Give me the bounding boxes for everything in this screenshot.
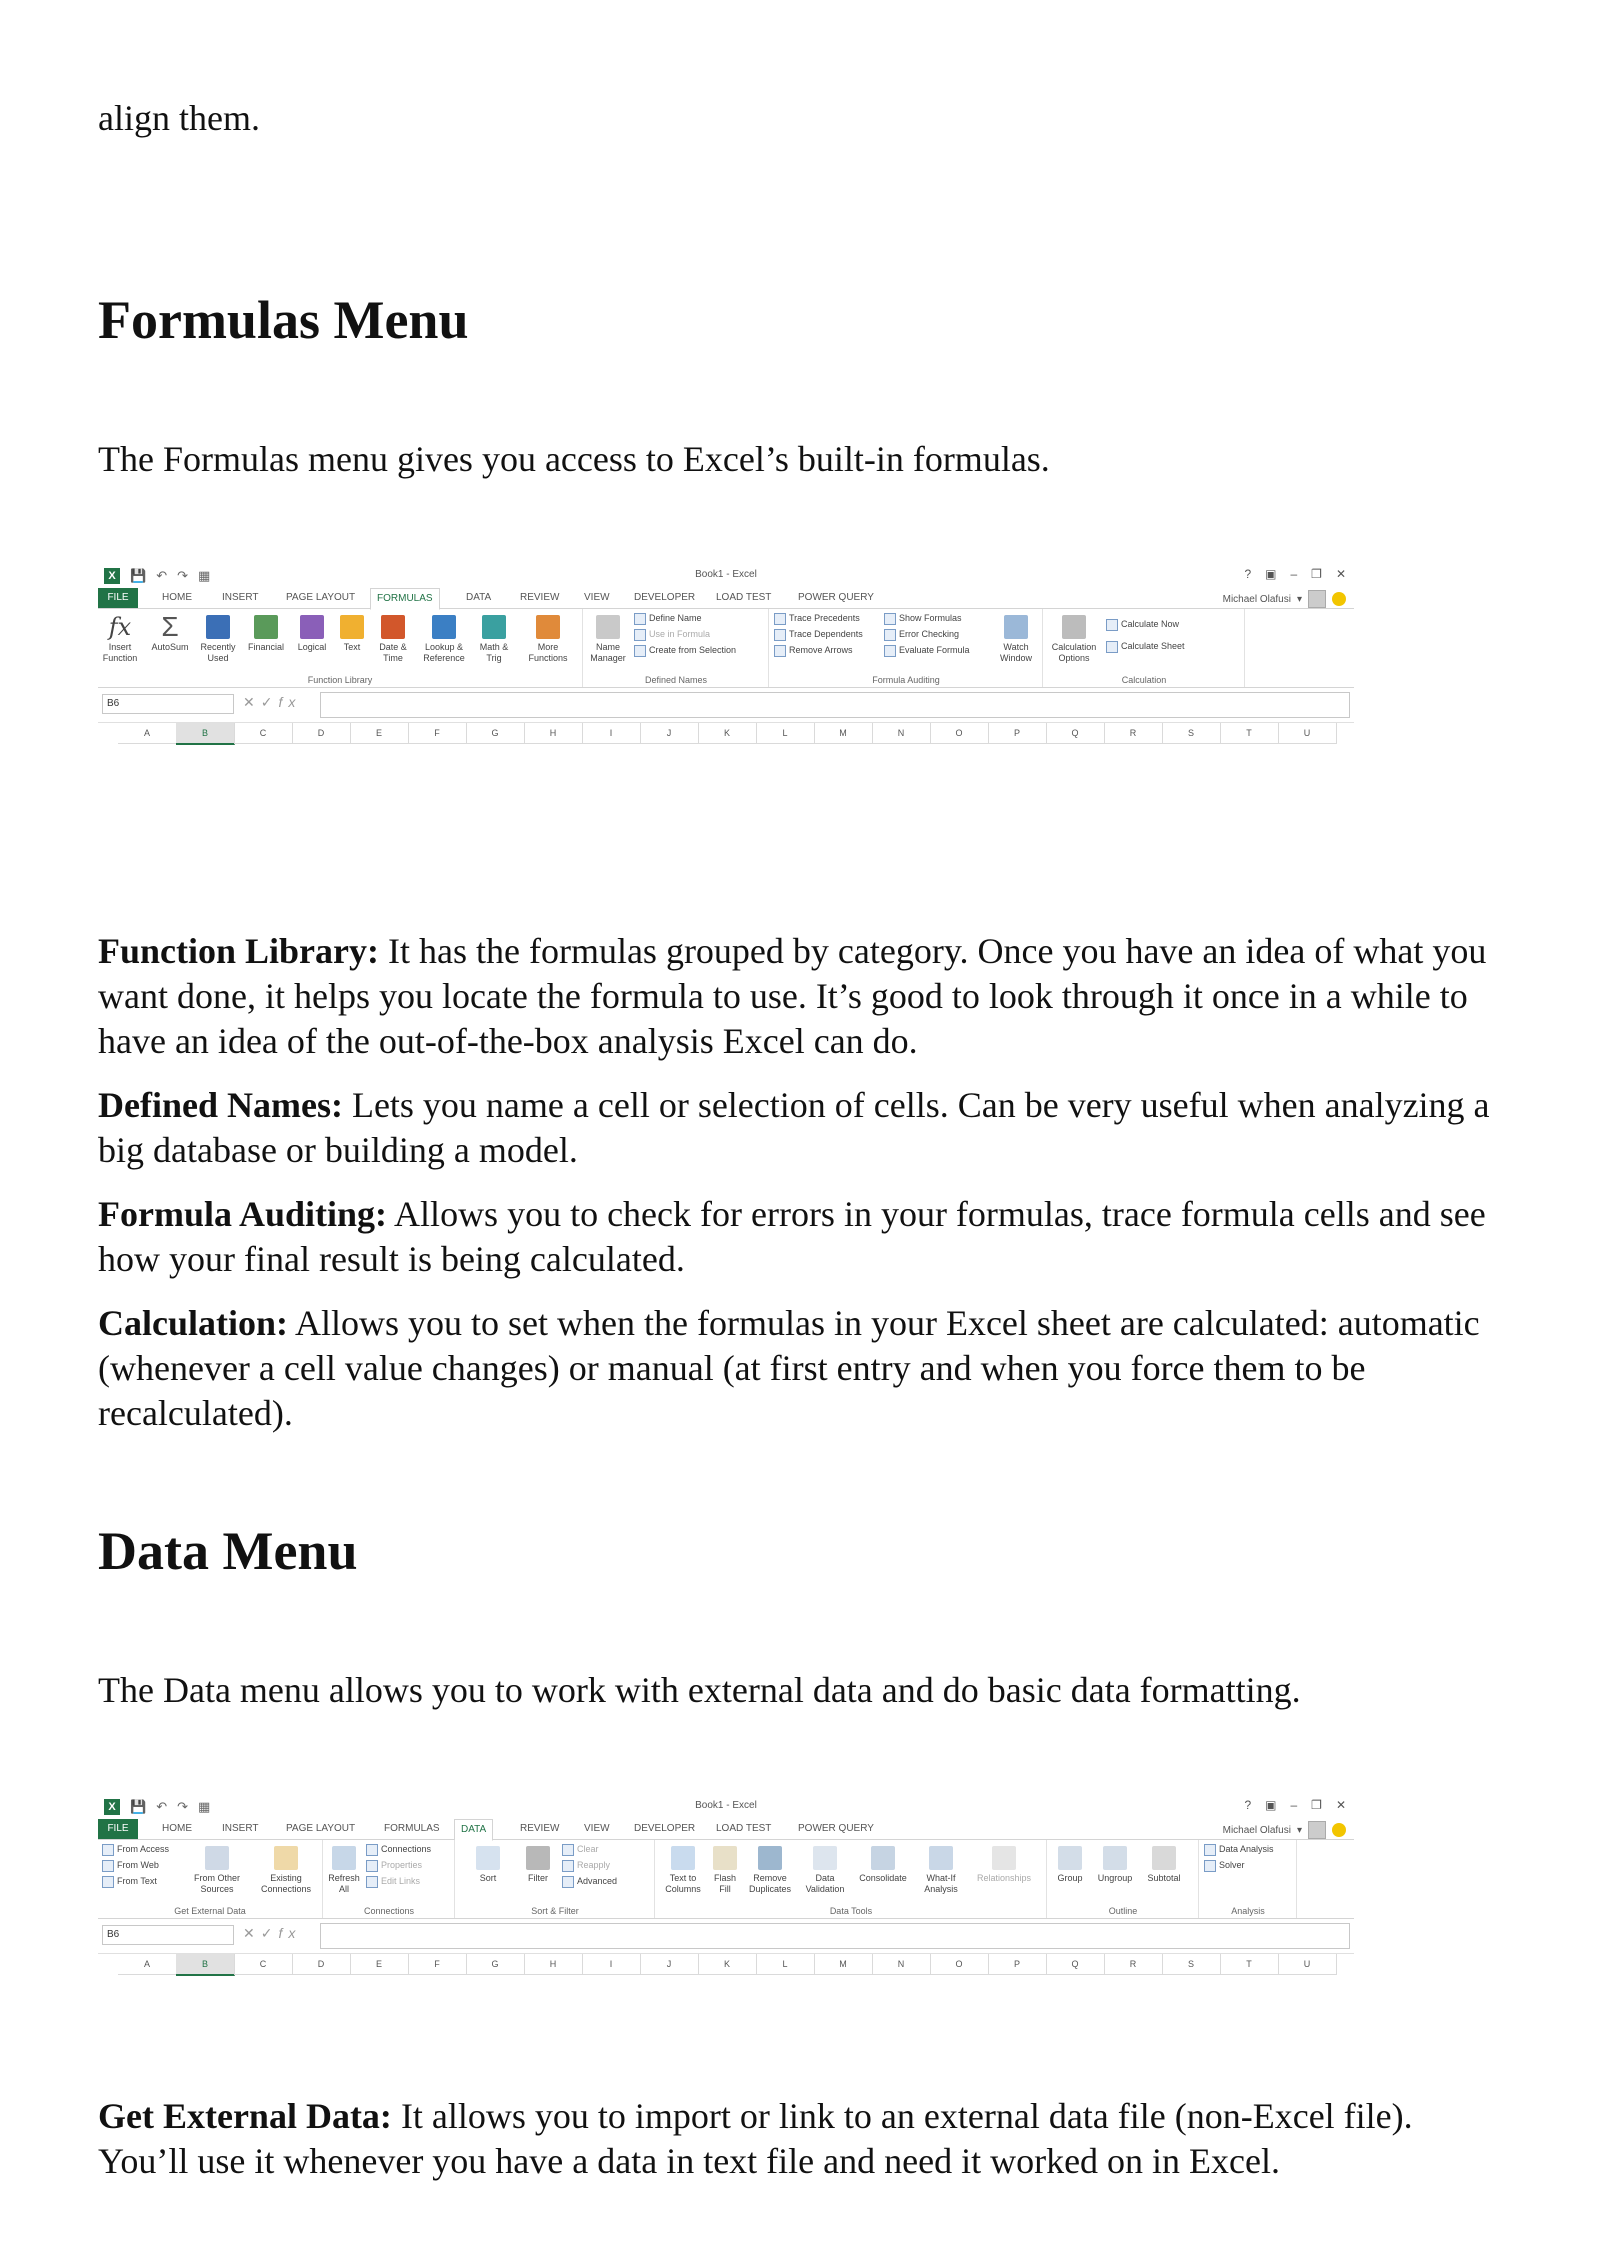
- tab-insert[interactable]: INSERT: [222, 592, 259, 603]
- restore-icon[interactable]: ❐: [1311, 1798, 1322, 1812]
- help-icon[interactable]: ?: [1244, 1798, 1252, 1812]
- recently-used-button[interactable]: Recently Used: [196, 615, 240, 664]
- logical-icon: [300, 615, 324, 639]
- text-icon: [340, 615, 364, 639]
- window-controls: [1244, 567, 1346, 581]
- tab-developer[interactable]: DEVELOPER: [634, 592, 696, 603]
- data-intro: The Data menu allows you to work with external data and do basic data formatting.: [98, 1670, 1301, 1710]
- column-header[interactable]: U: [1278, 1954, 1337, 1975]
- group-icon: [1058, 1846, 1082, 1870]
- column-header[interactable]: M: [814, 1954, 873, 1975]
- column-header-selected[interactable]: B: [176, 723, 235, 745]
- column-header[interactable]: A: [118, 1954, 177, 1975]
- column-header[interactable]: G: [466, 1954, 525, 1975]
- redo-icon[interactable]: ↷: [177, 1799, 188, 1814]
- lookup-reference-button[interactable]: Lookup & Reference: [418, 615, 470, 664]
- sigma-icon: Σ: [161, 611, 179, 642]
- consolidate-icon: [871, 1846, 895, 1870]
- title-bar: [98, 564, 1354, 588]
- remove-duplicates-button[interactable]: Remove Duplicates: [742, 1846, 798, 1895]
- group-connections: [324, 1840, 455, 1918]
- other-sources-icon: [205, 1846, 229, 1870]
- ungroup-icon: [1103, 1846, 1127, 1870]
- what-if-analysis-button[interactable]: What-If Analysis: [916, 1846, 966, 1895]
- sort-button[interactable]: Sort: [460, 1846, 516, 1884]
- column-header[interactable]: I: [582, 1954, 641, 1975]
- column-header[interactable]: C: [234, 723, 293, 744]
- existing-connections-button[interactable]: Existing Connections: [254, 1846, 318, 1895]
- user-name: Michael Olafusi: [1222, 1824, 1291, 1836]
- group-label: Calculation: [1121, 675, 1167, 685]
- user-account[interactable]: [1223, 590, 1346, 608]
- close-icon[interactable]: ✕: [1335, 567, 1346, 581]
- tab-developer[interactable]: DEVELOPER: [634, 1823, 696, 1834]
- define-name-button[interactable]: Define Name: [634, 611, 702, 625]
- consolidate-button[interactable]: Consolidate: [852, 1846, 914, 1884]
- formula-input[interactable]: [320, 692, 1350, 718]
- name-box[interactable]: B6: [102, 694, 234, 714]
- calculator-icon: [1062, 615, 1086, 639]
- tab-power-query[interactable]: POWER QUERY: [798, 592, 874, 603]
- filter-button[interactable]: Filter: [518, 1846, 558, 1884]
- window-controls: [1244, 1798, 1346, 1812]
- calculation-options-button[interactable]: Calculation Options: [1048, 615, 1100, 664]
- fx-icon[interactable]: fx: [278, 694, 302, 710]
- column-header[interactable]: F: [408, 723, 467, 744]
- group-outline: [1048, 1840, 1199, 1918]
- tab-data[interactable]: DATA: [454, 1819, 493, 1841]
- tab-data[interactable]: DATA: [466, 592, 492, 603]
- tab-review[interactable]: REVIEW: [520, 1823, 560, 1834]
- remove-duplicates-icon: [758, 1846, 782, 1870]
- logical-button[interactable]: Logical: [292, 615, 332, 653]
- trace-dependents-button[interactable]: Trace Dependents: [774, 627, 863, 641]
- tab-insert[interactable]: INSERT: [222, 1823, 259, 1834]
- group-data-tools: [656, 1840, 1047, 1918]
- evaluate-formula-button[interactable]: Evaluate Formula: [884, 643, 970, 657]
- more-functions-icon: [536, 615, 560, 639]
- column-headers: [98, 1954, 1354, 1976]
- avatar: [1308, 590, 1326, 608]
- tab-review[interactable]: REVIEW: [520, 592, 560, 603]
- formulas-ribbon: [98, 609, 1354, 688]
- more-functions-button[interactable]: More Functions: [520, 615, 576, 664]
- column-headers: [98, 723, 1354, 745]
- title-bar: [98, 1795, 1354, 1819]
- solver-button[interactable]: Solver: [1204, 1858, 1245, 1872]
- redo-icon[interactable]: ↷: [177, 568, 188, 583]
- section-heading-formulas: Formulas Menu: [98, 290, 469, 350]
- clear-filter-button[interactable]: Clear: [562, 1842, 599, 1856]
- column-header[interactable]: S: [1162, 723, 1221, 744]
- data-analysis-button[interactable]: Data Analysis: [1204, 1842, 1274, 1856]
- column-header[interactable]: F: [408, 1954, 467, 1975]
- insert-function-button[interactable]: fx Insert Function: [102, 613, 138, 663]
- tab-file[interactable]: FILE: [98, 588, 138, 608]
- excel-data-screenshot: [98, 1795, 1354, 1976]
- save-icon[interactable]: 💾: [130, 568, 147, 583]
- column-header[interactable]: Q: [1046, 723, 1105, 744]
- tab-load-test[interactable]: LOAD TEST: [716, 1823, 772, 1834]
- user-name: Michael Olafusi: [1222, 593, 1291, 605]
- subtotal-icon: [1152, 1846, 1176, 1870]
- chevron-down-icon: ▾: [1296, 593, 1302, 605]
- edit-links-button[interactable]: Edit Links: [366, 1874, 420, 1888]
- window-title: Book1 - Excel: [695, 1800, 757, 1811]
- feedback-smiley-icon[interactable]: [1332, 592, 1346, 606]
- text-button[interactable]: Text: [334, 615, 370, 653]
- autosum-button[interactable]: Σ AutoSum: [151, 611, 189, 652]
- restore-icon[interactable]: ❐: [1311, 567, 1322, 581]
- text-to-columns-icon: [671, 1846, 695, 1870]
- column-header[interactable]: Q: [1046, 1954, 1105, 1975]
- column-header[interactable]: G: [466, 723, 525, 744]
- group-calculation: [1044, 609, 1245, 687]
- section-heading-data: Data Menu: [98, 1521, 358, 1581]
- ribbon-tabs: [98, 588, 1354, 609]
- connections-button[interactable]: Connections: [366, 1842, 431, 1856]
- what-if-icon: [929, 1846, 953, 1870]
- name-manager-button[interactable]: Name Manager: [588, 615, 628, 664]
- text-to-columns-button[interactable]: Text to Columns: [658, 1846, 708, 1895]
- refresh-icon: [332, 1846, 356, 1870]
- sort-az-icon: [476, 1846, 500, 1870]
- avatar: [1308, 1821, 1326, 1839]
- definition-calculation: Calculation: Allows you to set when the formulas in your Excel sheet are calculated: automatic (whenever a cell value changes) or manual (at first entry and when you force them to be recalculated).: [98, 1303, 1480, 1433]
- minimize-icon[interactable]: –: [1290, 567, 1298, 581]
- date-time-button[interactable]: Date & Time: [372, 615, 414, 664]
- tab-power-query[interactable]: POWER QUERY: [798, 1823, 874, 1834]
- close-icon[interactable]: ✕: [1335, 1798, 1346, 1812]
- formulas-intro: The Formulas menu gives you access to Excel’s built-in formulas.: [98, 439, 1050, 479]
- data-validation-icon: [813, 1846, 837, 1870]
- excel-formulas-screenshot: [98, 564, 1354, 745]
- funnel-icon: [526, 1846, 550, 1870]
- user-account[interactable]: [1223, 1821, 1346, 1839]
- tab-file[interactable]: FILE: [98, 1819, 138, 1839]
- tab-home[interactable]: HOME: [162, 592, 192, 603]
- from-web-button[interactable]: From Web: [102, 1858, 159, 1872]
- tab-view[interactable]: VIEW: [584, 1823, 610, 1834]
- undo-icon[interactable]: ↶: [156, 568, 168, 583]
- column-header[interactable]: L: [756, 723, 815, 744]
- column-header[interactable]: T: [1220, 1954, 1279, 1975]
- star-icon: [206, 615, 230, 639]
- undo-icon[interactable]: ↶: [156, 1799, 168, 1814]
- column-header[interactable]: D: [292, 1954, 351, 1975]
- refresh-all-button[interactable]: Refresh All: [326, 1846, 362, 1895]
- error-checking-button[interactable]: Error Checking: [884, 627, 959, 641]
- column-header-selected[interactable]: B: [176, 1954, 235, 1976]
- formula-input[interactable]: [320, 1923, 1350, 1949]
- column-header[interactable]: M: [814, 723, 873, 744]
- excel-logo-icon: X: [104, 1799, 120, 1815]
- from-other-sources-button[interactable]: From Other Sources: [186, 1846, 248, 1895]
- name-box[interactable]: B6: [102, 1925, 234, 1945]
- column-header[interactable]: D: [292, 723, 351, 744]
- column-header[interactable]: N: [872, 723, 931, 744]
- financial-button[interactable]: Financial: [244, 615, 288, 653]
- group-label: Outline: [1108, 1906, 1138, 1916]
- ribbon-tabs: [98, 1819, 1354, 1840]
- definition-formula-auditing: Formula Auditing: Allows you to check for errors in your formulas, trace formula cells and see how your final result is being calculated.: [98, 1194, 1486, 1279]
- excel-logo-icon: X: [104, 568, 120, 584]
- relationships-icon: [992, 1846, 1016, 1870]
- column-header[interactable]: N: [872, 1954, 931, 1975]
- fx-icon[interactable]: fx: [278, 1925, 302, 1941]
- save-icon[interactable]: 💾: [130, 1799, 147, 1814]
- column-header[interactable]: R: [1104, 1954, 1163, 1975]
- group-label: Connections: [363, 1906, 415, 1916]
- trace-precedents-button[interactable]: Trace Precedents: [774, 611, 860, 625]
- calculate-now-button[interactable]: Calculate Now: [1106, 617, 1179, 631]
- group-label: Data Tools: [829, 1906, 873, 1916]
- glasses-icon: [1004, 615, 1028, 639]
- financial-icon: [254, 615, 278, 639]
- formula-bar: [98, 688, 1354, 723]
- ribbon-display-icon[interactable]: ▣: [1265, 567, 1277, 581]
- create-from-selection-button[interactable]: Create from Selection: [634, 643, 736, 657]
- column-header[interactable]: U: [1278, 723, 1337, 744]
- definition-get-external-data: Get External Data: It allows you to import or link to an external data file (non-Excel file). You’ll use it whenever you have a data in text file and need it worked on in Excel.: [98, 2096, 1413, 2181]
- formula-bar-controls: ✕✓fx: [243, 694, 302, 710]
- advanced-filter-button[interactable]: Advanced: [562, 1874, 617, 1888]
- group-label: Formula Auditing: [872, 675, 940, 685]
- flash-fill-button[interactable]: Flash Fill: [710, 1846, 740, 1895]
- from-text-button[interactable]: From Text: [102, 1874, 157, 1888]
- calculate-sheet-button[interactable]: Calculate Sheet: [1106, 639, 1185, 653]
- group-defined-names: [584, 609, 769, 687]
- column-header[interactable]: I: [582, 723, 641, 744]
- paragraph-fragment: align them.: [98, 98, 260, 138]
- column-header[interactable]: E: [350, 1954, 409, 1975]
- tab-page-layout[interactable]: PAGE LAYOUT: [286, 592, 356, 603]
- help-icon[interactable]: ?: [1244, 567, 1252, 581]
- column-header[interactable]: P: [988, 1954, 1047, 1975]
- lookup-icon: [432, 615, 456, 639]
- use-in-formula-button[interactable]: Use in Formula: [634, 627, 710, 641]
- flash-fill-icon: [713, 1846, 737, 1870]
- column-header[interactable]: C: [234, 1954, 293, 1975]
- subtotal-button[interactable]: Subtotal: [1140, 1846, 1188, 1884]
- chevron-down-icon: ▾: [1296, 1824, 1302, 1836]
- formula-bar-controls: ✕✓fx: [243, 1925, 302, 1941]
- from-access-button[interactable]: From Access: [102, 1842, 169, 1856]
- connections-icon: [274, 1846, 298, 1870]
- math-icon: [482, 615, 506, 639]
- ribbon-display-icon[interactable]: ▣: [1265, 1798, 1277, 1812]
- column-header[interactable]: J: [640, 723, 699, 744]
- reapply-button[interactable]: Reapply: [562, 1858, 610, 1872]
- column-header[interactable]: E: [350, 723, 409, 744]
- group-label: Function Library: [307, 675, 373, 685]
- customize-qat-icon[interactable]: ▦: [198, 568, 211, 583]
- tab-page-layout[interactable]: PAGE LAYOUT: [286, 1823, 356, 1834]
- properties-button[interactable]: Properties: [366, 1858, 422, 1872]
- show-formulas-button[interactable]: Show Formulas: [884, 611, 962, 625]
- column-header[interactable]: J: [640, 1954, 699, 1975]
- data-validation-button[interactable]: Data Validation: [800, 1846, 850, 1895]
- tab-home[interactable]: HOME: [162, 1823, 192, 1834]
- minimize-icon[interactable]: –: [1290, 1798, 1298, 1812]
- tab-view[interactable]: VIEW: [584, 592, 610, 603]
- column-header[interactable]: A: [118, 723, 177, 744]
- ungroup-button[interactable]: Ungroup: [1092, 1846, 1138, 1884]
- column-header[interactable]: T: [1220, 723, 1279, 744]
- group-label: Get External Data: [174, 1906, 246, 1916]
- column-header[interactable]: H: [524, 723, 583, 744]
- fx-icon: fx: [108, 613, 132, 641]
- group-button[interactable]: Group: [1050, 1846, 1090, 1884]
- window-title: Book1 - Excel: [695, 569, 757, 580]
- column-header[interactable]: K: [698, 723, 757, 744]
- group-function-library: [98, 609, 583, 687]
- math-trig-button[interactable]: Math & Trig: [472, 615, 516, 664]
- relationships-button[interactable]: Relationships: [968, 1846, 1040, 1884]
- group-analysis: [1200, 1840, 1297, 1918]
- group-label: Defined Names: [644, 675, 708, 685]
- data-ribbon: [98, 1840, 1354, 1919]
- group-get-external-data: [98, 1840, 323, 1918]
- customize-qat-icon[interactable]: ▦: [198, 1799, 211, 1814]
- watch-window-button[interactable]: Watch Window: [994, 615, 1038, 664]
- column-header[interactable]: O: [930, 723, 989, 744]
- tab-formulas[interactable]: FORMULAS: [370, 588, 440, 610]
- calendar-icon: [381, 615, 405, 639]
- group-label: Analysis: [1231, 1906, 1265, 1916]
- tab-load-test[interactable]: LOAD TEST: [716, 592, 772, 603]
- column-header[interactable]: R: [1104, 723, 1163, 744]
- name-manager-icon: [596, 615, 620, 639]
- feedback-smiley-icon[interactable]: [1332, 1823, 1346, 1837]
- group-sort-filter: [456, 1840, 655, 1918]
- column-header[interactable]: K: [698, 1954, 757, 1975]
- column-header[interactable]: H: [524, 1954, 583, 1975]
- column-header[interactable]: O: [930, 1954, 989, 1975]
- remove-arrows-button[interactable]: Remove Arrows: [774, 643, 853, 657]
- group-label: Sort & Filter: [531, 1906, 579, 1916]
- formula-bar: [98, 1919, 1354, 1954]
- definition-defined-names: Defined Names: Lets you name a cell or selection of cells. Can be very useful when analyzing a big database or building a model.: [98, 1085, 1490, 1170]
- column-header[interactable]: L: [756, 1954, 815, 1975]
- group-formula-auditing: [770, 609, 1043, 687]
- column-header[interactable]: S: [1162, 1954, 1221, 1975]
- tab-formulas[interactable]: FORMULAS: [384, 1823, 440, 1834]
- column-header[interactable]: P: [988, 723, 1047, 744]
- definition-function-library: Function Library: It has the formulas grouped by category. Once you have an idea of what you want done, it helps you locate the formula to use. It’s good to look through it once in a while to have an idea of the out-of-the-box analysis Excel can do.: [98, 931, 1487, 1061]
